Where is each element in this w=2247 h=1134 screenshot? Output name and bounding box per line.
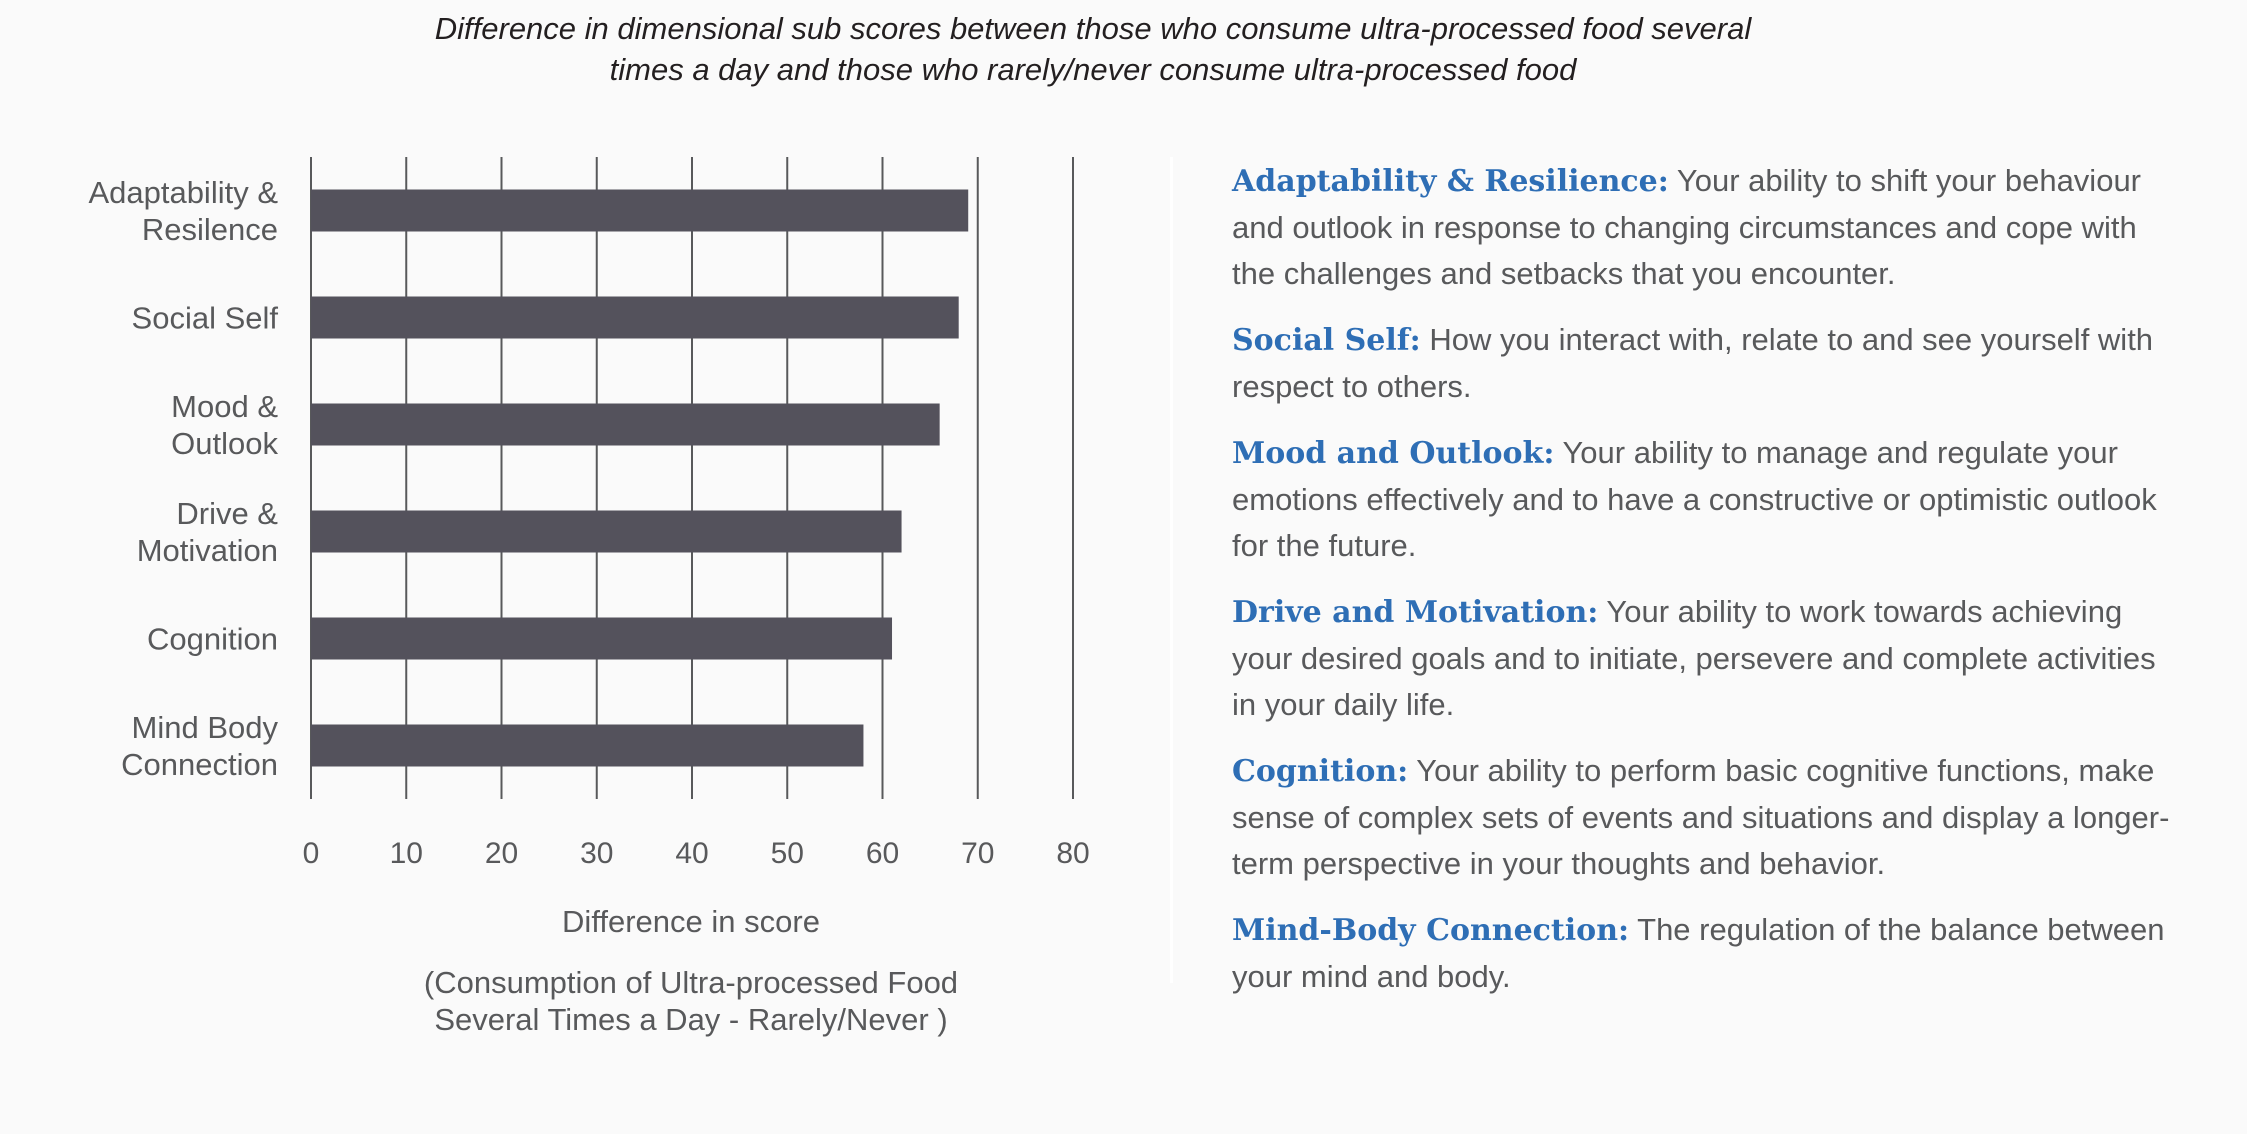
x-tick-labels (303, 837, 1090, 870)
x-axis-title-text: Difference in score (562, 904, 820, 939)
bar-3 (311, 511, 902, 553)
category-label-2-0: Mood & (171, 389, 278, 424)
category-label-5-0: Mind Body (131, 710, 278, 745)
x-tick-label-30: 30 (580, 837, 614, 870)
category-label-2-1: Outlook (171, 426, 278, 461)
bar-0 (311, 190, 968, 232)
definition-0 (1232, 158, 2182, 297)
definition-term: Cognition: (1232, 754, 1409, 789)
x-axis-subtitle-line-0: (Consumption of Ultra-processed Food (423, 965, 959, 1000)
bar-4 (311, 618, 892, 660)
category-label-1-0: Social Self (131, 300, 278, 336)
definition-text: Your ability to perform basic cognitive functions, make sense of complex sets of events and situations and display a longer-term perspective in your thoughts and behavior. (1232, 753, 2170, 881)
category-label-3-0: Drive & (176, 496, 278, 531)
category-label-0-0: Adaptability & (88, 175, 278, 210)
bars (311, 190, 968, 767)
definition-text: How you interact with, relate to and see yourself with respect to others. (1232, 322, 2154, 404)
definition-2 (1232, 430, 2182, 569)
category-labels (88, 175, 278, 782)
definition-4 (1232, 748, 2182, 887)
category-label-5-1: Connection (121, 747, 278, 782)
x-tick-label-20: 20 (484, 837, 519, 870)
definition-text: Your ability to work towards achieving your desired goals and to initiate, persevere and complete activities in your daily life. (1232, 594, 2156, 722)
category-label-3-1: Motivation (136, 533, 278, 568)
definition-1 (1232, 317, 2182, 410)
x-tick-label-40: 40 (675, 837, 709, 870)
definition-term: Drive and Motivation: (1232, 595, 1599, 630)
x-tick-label-70: 70 (961, 837, 995, 870)
definition-term: Mood and Outlook: (1232, 436, 1555, 471)
x-tick-label-80: 80 (1056, 837, 1090, 870)
x-tick-label-50: 50 (770, 837, 804, 870)
definition-term: Social Self: (1232, 323, 1421, 358)
bar-5 (311, 725, 863, 767)
category-label-4-0: Cognition (147, 621, 278, 657)
chart-title-line-1: Difference in dimensional sub scores between those who consume ultra-processed food several (434, 11, 1752, 46)
panel-divider (1170, 157, 1173, 983)
definition-text: Your ability to shift your behaviour and outlook in response to changing circumstances and cope with the challenges and setbacks that you encounter. (1232, 163, 2142, 291)
definitions-panel (1232, 158, 2182, 1020)
gridlines (311, 157, 1073, 799)
definition-text: The regulation of the balance between your mind and body. (1232, 912, 2165, 994)
category-label-0-1: Resilence (141, 212, 278, 247)
definition-5 (1232, 907, 2182, 1000)
chart-title-line-2: times a day and those who rarely/never consume ultra-processed food (609, 52, 1577, 87)
definition-3 (1232, 589, 2182, 728)
definition-term: Mind-Body Connection: (1232, 913, 1630, 948)
x-axis-subtitle-line-1: Several Times a Day - Rarely/Never ) (434, 1002, 948, 1037)
definition-text: Your ability to manage and regulate your emotions effectively and to have a constructive or optimistic outlook for the future. (1232, 435, 2157, 563)
x-axis-title (424, 904, 958, 1037)
x-tick-label-60: 60 (865, 837, 900, 870)
x-tick-label-0: 0 (302, 837, 320, 870)
x-tick-label-10: 10 (389, 837, 423, 870)
definition-term: Adaptability & Resilience: (1232, 164, 1669, 199)
bar-2 (311, 404, 940, 446)
bar-1 (311, 297, 959, 339)
